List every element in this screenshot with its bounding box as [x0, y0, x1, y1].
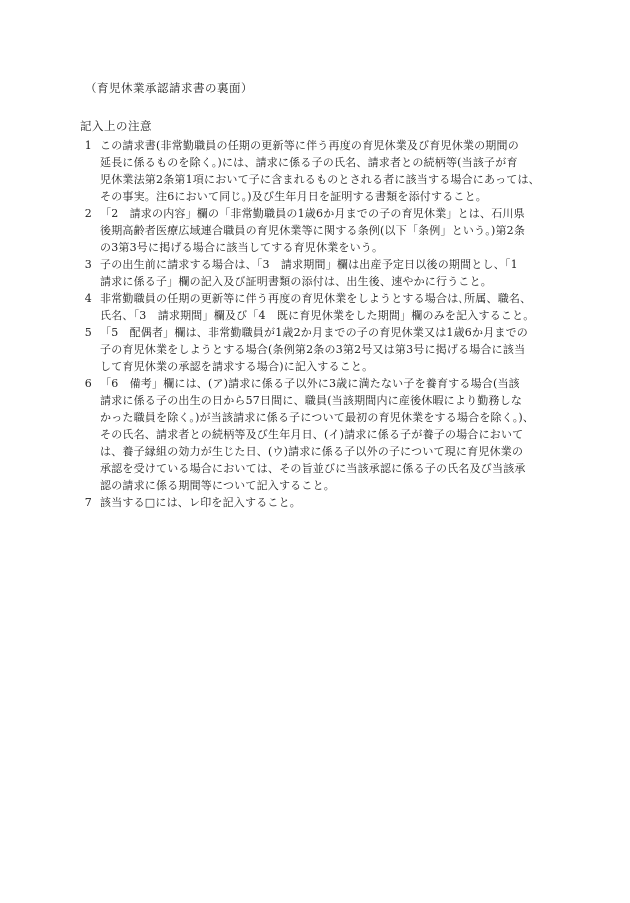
note-line: 氏名、「3 請求期間」欄及び「4 既に育児休業をした期間」欄のみを記入すること。 — [100, 309, 535, 322]
notes-list — [68, 137, 558, 511]
note-line: 請求に係る子」欄の記入及び証明書類の添付は、出生後、速やかに行うこと。 — [100, 275, 492, 288]
note-number: 1 — [84, 139, 92, 152]
note-line: 後期高齢者医療広域連合職員の育児休業等に関する条例(以下「条例」という。)第2条 — [100, 224, 526, 237]
note-number: 6 — [84, 377, 92, 390]
note-number: 3 — [84, 258, 92, 271]
note-number: 5 — [84, 326, 92, 339]
note-line: その事実。注6において同じ。)及び生年月日を証明する書類を添付すること。 — [100, 190, 487, 203]
note-line: 認の請求に係る期間等について記入すること。 — [100, 479, 335, 492]
note-line: 「2 請求の内容」欄の「非常勤職員の1歳6か月までの子の育児休業」とは、石川県 — [100, 207, 525, 220]
note-line: は、養子縁組の効力が生じた日、(ウ)請求に係る子以外の子について現に育児休業の — [100, 445, 524, 458]
note-number: 2 — [84, 207, 92, 220]
note-item-5 — [68, 324, 558, 375]
note-line: して育児休業の承認を請求する場合)に記入すること。 — [100, 360, 374, 373]
notes-heading: 記入上の注意 — [80, 119, 152, 133]
note-line: かった職員を除く。)が当該請求に係る子について最初の育児休業をする場合を除く。)、 — [100, 411, 535, 424]
note-item-2 — [68, 205, 558, 256]
note-line: 児休業法第2条第1項において子に含まれるものとされる者に該当する場合にあっては、 — [100, 173, 540, 186]
note-line: 「6 備考」欄には、(ア)請求に係る子以外に3歳に満たない子を養育する場合(当該 — [100, 377, 520, 390]
note-line: 延長に係るものを除く。)には、請求に係る子の氏名、請求者との続柄等(当該子が育 — [100, 156, 518, 169]
note-item-7 — [68, 494, 558, 511]
note-item-4 — [68, 290, 558, 324]
note-item-3 — [68, 256, 558, 290]
note-number: 7 — [84, 496, 92, 509]
note-line: 該当する□には、レ印を記入すること。 — [100, 496, 301, 509]
note-line: この請求書(非常勤職員の任期の更新等に伴う再度の育児休業及び育児休業の期間の — [100, 139, 519, 152]
note-line: 「5 配偶者」欄は、非常勤職員が1歳2か月までの子の育児休業又は1歳6か月までの — [100, 326, 528, 339]
note-line: の3第3号に掲げる場合に該当してする育児休業をいう。 — [100, 241, 384, 254]
note-line: 子の出生前に請求する場合は、「3 請求期間」欄は出産予定日以後の期間とし、「1 — [100, 258, 518, 271]
note-line: 子の育児休業をしようとする場合(条例第2条の3第2号又は第3号に掲げる場合に該当 — [100, 343, 526, 356]
note-line: 非常勤職員の任期の更新等に伴う再度の育児休業をしようとする場合は､所属、職名、 — [100, 292, 532, 305]
note-item-6 — [68, 375, 558, 494]
note-item-1 — [68, 137, 558, 205]
note-number: 4 — [84, 292, 92, 305]
note-line: 請求に係る子の出生の日から57日間に、職員(当該期間内に産後休暇により勤務しな — [100, 394, 523, 407]
note-line: 承認を受けている場合においては、その旨並びに当該承認に係る子の氏名及び当該承 — [100, 462, 526, 475]
note-line: その氏名、請求者との続柄等及び生年月日、(イ)請求に係る子が養子の場合において — [100, 428, 524, 441]
document-title: （育児休業承認請求書の裏面） — [85, 81, 253, 95]
